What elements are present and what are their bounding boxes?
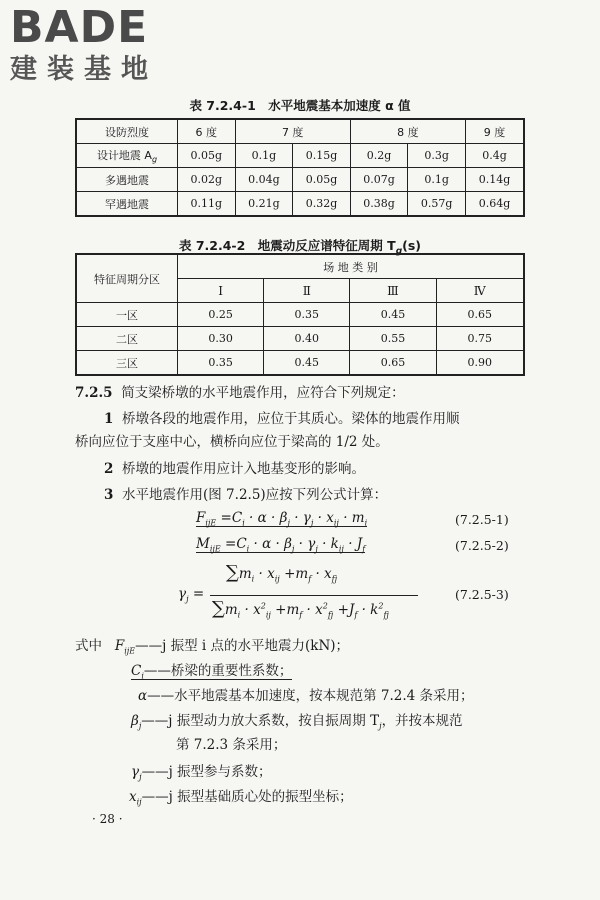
definition-gamma: $\gamma_j——j$ 振型参与系数；: [131, 764, 272, 782]
equation-1-number: (7.2.5-1): [455, 512, 509, 527]
header-cell: 6 度: [178, 119, 236, 144]
row-label: 设计地震 $A_g$: [76, 144, 178, 168]
table-cell: 0.45: [264, 351, 350, 376]
table-cell: 0.55: [350, 327, 436, 351]
table-cell: 0.1g: [408, 168, 466, 192]
table-cell: 0.35: [264, 303, 350, 327]
table-row: [76, 119, 524, 144]
table-row: [76, 168, 524, 192]
table-cell: 0.04g: [235, 168, 293, 192]
table-cell: 0.25: [178, 303, 264, 327]
table2-caption: 表 7.2.4-2 地震动反应谱特征周期 $T_g(s)$: [178, 238, 422, 257]
table-cell: 0.32g: [293, 192, 351, 217]
table-cell: 0.11g: [178, 192, 236, 217]
table-cell: 0.3g: [408, 144, 466, 168]
table-cell: 0.40: [264, 327, 350, 351]
equation-3-denominator: $\sum m_i \cdot x^2_{ij} +m_f \cdot x^2_{fj} +J_f \cdot k^2_{fj}$: [212, 598, 389, 620]
header-cell: Ⅲ: [350, 279, 436, 303]
table-cell: 0.21g: [235, 192, 293, 217]
table1-caption: 表 7.2.4-1 水平地震基本加速度 α 值: [189, 98, 411, 113]
clause-item-1: 1 桥墩各段的地震作用，应位于其质心。梁体的地震作用顺: [104, 411, 460, 427]
table-row: [76, 254, 524, 279]
table-cell: 0.1g: [235, 144, 293, 168]
row-label: 罕遇地震: [76, 192, 178, 217]
definition-beta: $\beta_j——j$ 振型动力放大系数，按自振周期 $T_j$，并按本规范: [131, 713, 463, 731]
table-cell: 0.45: [350, 303, 436, 327]
table-row: [76, 303, 524, 327]
equation-3-number: (7.2.5-3): [455, 587, 509, 602]
row-label: 三区: [76, 351, 178, 376]
equation-2-number: (7.2.5-2): [455, 538, 509, 553]
row-label: 一区: [76, 303, 178, 327]
definition-alpha: α——水平地震基本加速度，按本规范第 7.2.4 条采用；: [138, 688, 474, 704]
header-cell: 特征周期分区: [76, 254, 178, 303]
table-row: [76, 144, 524, 168]
table-cell: 0.02g: [178, 168, 236, 192]
header-cell: Ⅰ: [178, 279, 264, 303]
table-cell: 0.05g: [178, 144, 236, 168]
equation-3-lhs: $\gamma_j$ =: [178, 586, 205, 604]
definition-x: $x_{ij}——j$ 振型基础质心处的振型坐标；: [129, 789, 353, 807]
table-cell: 0.64g: [465, 192, 524, 217]
table-row: [76, 192, 524, 217]
definition-C: $C_i——$桥梁的重要性系数；: [131, 663, 293, 681]
table-cell: 0.15g: [293, 144, 351, 168]
header-cell: Ⅱ: [264, 279, 350, 303]
header-cell: Ⅳ: [436, 279, 524, 303]
acceleration-table: [75, 118, 525, 217]
page-number: · 28 ·: [92, 812, 123, 826]
clause-heading: 7.2.5 简支梁桥墩的水平地震作用，应符合下列规定：: [75, 385, 405, 401]
table-cell: 0.4g: [465, 144, 524, 168]
definition-beta-cont: 第 7.2.3 条采用；: [176, 737, 287, 753]
header-cell: 9 度: [465, 119, 524, 144]
header-cell: 设防烈度: [76, 119, 178, 144]
period-table: [75, 253, 525, 376]
equation-1: $F_{ijE} =C_i \cdot \alpha \cdot \beta_j \cdot \gamma_j \cdot x_{ij} \cdot m_i$: [196, 510, 368, 528]
table-cell: 0.30: [178, 327, 264, 351]
row-label: 二区: [76, 327, 178, 351]
table-row: [76, 351, 524, 376]
header-cell: 7 度: [235, 119, 350, 144]
table-cell: 0.75: [436, 327, 524, 351]
table-cell: 0.35: [178, 351, 264, 376]
row-label: 多遇地震: [76, 168, 178, 192]
table-row: [76, 327, 524, 351]
clause-item-1-cont: 桥向应位于支座中心，横桥向应位于梁高的 1/2 处。: [75, 434, 389, 450]
clause-item-3: 3 水平地震作用(图 7.2.5)应按下列公式计算：: [104, 487, 388, 503]
table-cell: 0.05g: [293, 168, 351, 192]
table-cell: 0.38g: [350, 192, 408, 217]
logo-wordmark: BADE: [10, 2, 149, 53]
header-cell: 场 地 类 别: [178, 254, 525, 279]
equation-2: $M_{ijE} =C_i \cdot \alpha \cdot \beta_j \cdot \gamma_j \cdot k_{ij} \cdot J_f$: [196, 536, 366, 554]
equation-3-numerator: $\sum m_i \cdot x_{ij} +m_f \cdot x_{fj}$: [226, 562, 338, 584]
table-cell: 0.65: [436, 303, 524, 327]
table-cell: 0.07g: [350, 168, 408, 192]
table-cell: 0.90: [436, 351, 524, 376]
table-cell: 0.57g: [408, 192, 466, 217]
brand-logo: [10, 4, 185, 86]
clause-item-2: 2 桥墩的地震作用应计入地基变形的影响。: [104, 461, 365, 477]
fraction-bar: [210, 595, 418, 596]
table-cell: 0.2g: [350, 144, 408, 168]
header-cell: 8 度: [350, 119, 465, 144]
table-cell: 0.14g: [465, 168, 524, 192]
logo-subtitle: 建装基地: [10, 54, 158, 85]
definition-F: 式中 $F_{ijE}——j$ 振型 i 点的水平地震力(kN)；: [75, 638, 350, 656]
table-cell: 0.65: [350, 351, 436, 376]
